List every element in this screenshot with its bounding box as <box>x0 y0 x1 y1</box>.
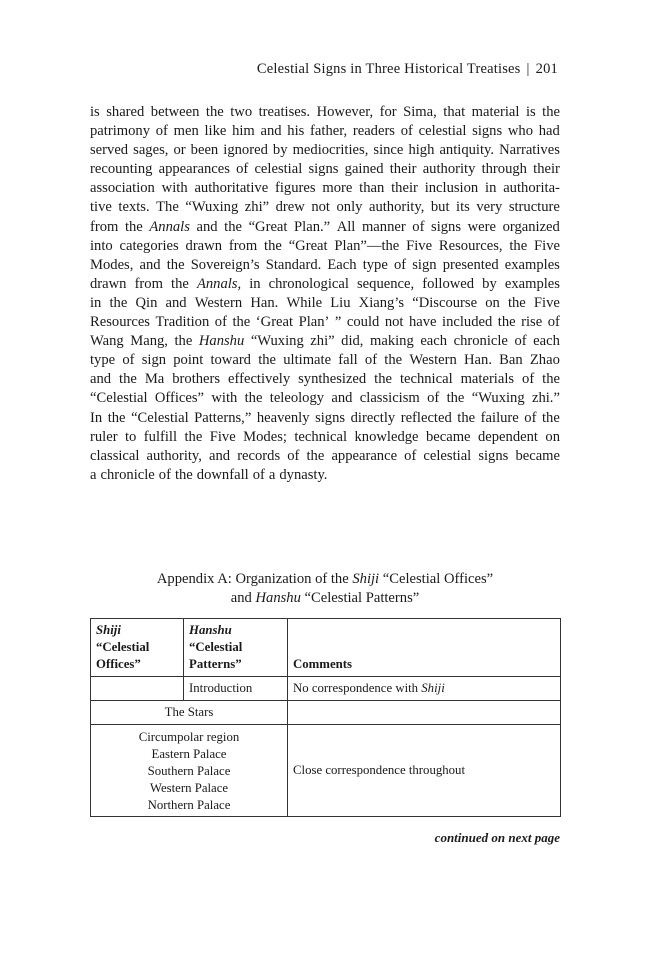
body-line: and the Ma brothers effectively synthesized the technical materials of the <box>90 371 560 388</box>
header-shiji-title: Shiji <box>96 623 121 637</box>
table-cell: The Stars <box>91 701 288 725</box>
body-line: served sages, or been ignored by mediocrities, since high antiquity. Narratives <box>90 142 560 159</box>
header-separator: | <box>526 61 530 77</box>
body-line: Wang Mang, the Hanshu “Wuxing zhi” did, making each chronicle of each <box>90 333 560 350</box>
appendix-caption-line-2 <box>90 590 560 607</box>
caption-title-shiji: Shiji <box>352 571 380 587</box>
table-cell: Close correspondence throughout <box>288 725 561 817</box>
caption-text: “Celestial Offices” <box>379 571 494 587</box>
body-line: tive texts. The “Wuxing zhi” drew not only authority, but its very structure <box>90 199 560 216</box>
list-item: Circumpolar region <box>138 730 240 744</box>
header-hanshu-title: Hanshu <box>189 623 232 637</box>
caption-text: and <box>230 590 256 606</box>
caption-title-hanshu: Hanshu <box>255 590 301 606</box>
table-cell <box>288 701 561 725</box>
header-shiji <box>91 619 184 677</box>
body-line: In the “Celestial Patterns,” heavenly signs directly reflected the failure of the <box>90 409 560 426</box>
header-comments: Comments <box>288 619 561 677</box>
body-line: into categories drawn from the “Great Plan”—the Five Resources, the Five <box>90 237 560 254</box>
comment-title: Shiji <box>421 681 445 695</box>
list-item: Eastern Palace <box>151 747 227 761</box>
header-hanshu-rest: “Celestial Patterns” <box>189 640 243 671</box>
caption-text: “Celestial Patterns” <box>300 590 420 606</box>
header-hanshu <box>184 619 288 677</box>
list-item: Southern Palace <box>147 764 231 778</box>
body-line: from the Annals and the “Great Plan.” All manner of signs were organized <box>90 218 560 235</box>
body-paragraph <box>90 103 560 485</box>
table-cell <box>288 677 561 701</box>
table-cell: Introduction <box>184 677 288 701</box>
body-line: association with authoritative figures more than their inclusion in authorita- <box>90 180 560 197</box>
table-header-row <box>91 619 561 677</box>
body-line: is shared between the two treatises. However, for Sima, that material is the <box>90 104 560 120</box>
body-line: a chronicle of the downfall of a dynasty. <box>90 466 328 483</box>
body-line: Modes, and the Sovereign’s Standard. Each type of sign presented examples <box>90 256 560 273</box>
table-row <box>91 725 561 817</box>
comment-text: No correspondence with <box>293 681 422 695</box>
body-line: classical authority, and records of the appearance of celestial signs became <box>90 447 560 464</box>
appendix-caption-line-1 <box>90 571 560 588</box>
body-line: patrimony of men like him and his father, readers of celestial signs who had <box>90 123 560 140</box>
table-row <box>91 701 561 725</box>
caption-text: Appendix A: Organization of the <box>156 571 353 587</box>
running-header <box>257 61 558 78</box>
running-title: Celestial Signs in Three Historical Treatises <box>256 61 521 77</box>
table-cell <box>91 677 184 701</box>
table-row <box>91 677 561 701</box>
body-line: drawn from the Annals, in chronological sequence, followed by examples <box>90 275 560 292</box>
body-line: in the Qin and Western Han. While Liu Xiang’s “Discourse on the Five <box>90 294 560 311</box>
header-shiji-rest: “Celestial Offices” <box>96 640 150 671</box>
body-line: Resources Tradition of the ‘Great Plan’ ” could not have included the rise of <box>90 314 560 331</box>
body-line: type of sign point toward the ultimate fall of the Western Han. Ban Zhao <box>90 352 560 369</box>
list-item: Northern Palace <box>147 798 231 812</box>
body-line: “Celestial Offices” with the teleology and classicism of the “Wuxing zhi.” <box>90 390 560 407</box>
body-line: recounting appearances of celestial signs gained their authority through their <box>90 161 560 178</box>
table-cell <box>91 725 288 817</box>
body-line: ruler to fulfill the Five Modes; technical knowledge became dependent on <box>90 428 560 445</box>
list-item: Western Palace <box>149 781 229 795</box>
page-number: 201 <box>535 61 558 77</box>
appendix-table <box>90 618 561 817</box>
continued-note: continued on next page <box>434 830 560 845</box>
